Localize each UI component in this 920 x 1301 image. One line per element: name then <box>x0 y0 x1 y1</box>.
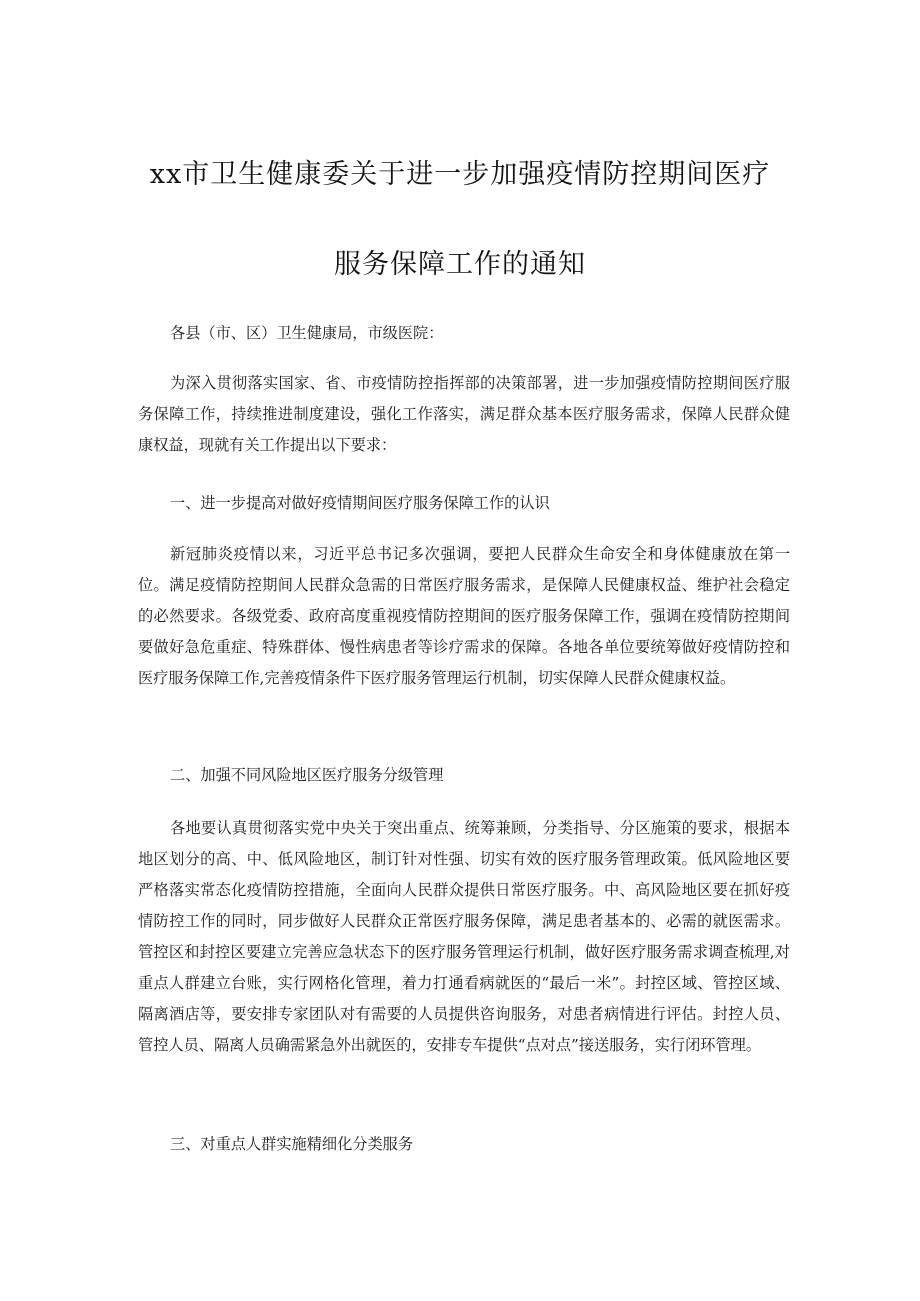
section-1-paragraph: 新冠肺炎疫情以来，习近平总书记多次强调，要把人民群众生命安全和身体健康放在第一位。满足疫情防控期间人民群众急需的日常医疗服务需求，是保障人民健康权益、维护社会稳定的必然要求。各级党委、政府高度重视疫情防控期间的医疗服务保障工作，强调在疫情防控期间要做好急危重症、特殊群体、慢性病患者等诊疗需求的保障。各地各单位要统筹做好疫情防控和医疗服务保障工作,完善疫情条件下医疗服务管理运行机制，切实保障人民群众健康权益。 <box>138 545 790 687</box>
document-title-line-2: 服务保障工作的通知 <box>334 249 586 280</box>
section-1-heading: 一、进一步提高对做好疫情期间医疗服务保障工作的认识 <box>170 494 550 512</box>
intro-paragraph: 为深入贯彻落实国家、省、市疫情防控指挥部的决策部署，进一步加强疫情防控期间医疗服务保障工作，持续推进制度建设，强化工作落实，满足群众基本医疗服务需求，保障人民群众健康权益，现就有关工作提出以下要求： <box>138 374 790 454</box>
salutation: 各县（市、区）卫生健康局，市级医院： <box>170 324 444 342</box>
document-title-line-1: xx市卫生健康委关于进一步加强疫情防控期间医疗 <box>149 159 771 190</box>
section-2-heading: 二、加强不同风险地区医疗服务分级管理 <box>170 766 444 784</box>
section-3-heading: 三、对重点人群实施精细化分类服务 <box>170 1135 413 1153</box>
section-2-paragraph: 各地要认真贯彻落实党中央关于突出重点、统筹兼顾，分类指导、分区施策的要求，根据本地区划分的高、中、低风险地区，制订针对性强、切实有效的医疗服务管理政策。低风险地区要严格落实常态化疫情防控措施，全面向人民群众提供日常医疗服务。中、高风险地区要在抓好疫情防控工作的同时，同步做好人民群众正常医疗服务保障，满足患者基本的、必需的就医需求。管控区和封控区要建立完善应急状态下的医疗服务管理运行机制，做好医疗服务需求调查梳理,对重点人群建立台账，实行网格化管理，着力打通看病就医的“最后一米”。封控区域、管控区域、隔离酒店等，要安排专家团队对有需要的人员提供咨询服务，对患者病情进行评估。封控人员、管控人员、隔离人员确需紧急外出就医的，安排专车提供“点对点”接送服务，实行闭环管理。 <box>138 819 790 1054</box>
